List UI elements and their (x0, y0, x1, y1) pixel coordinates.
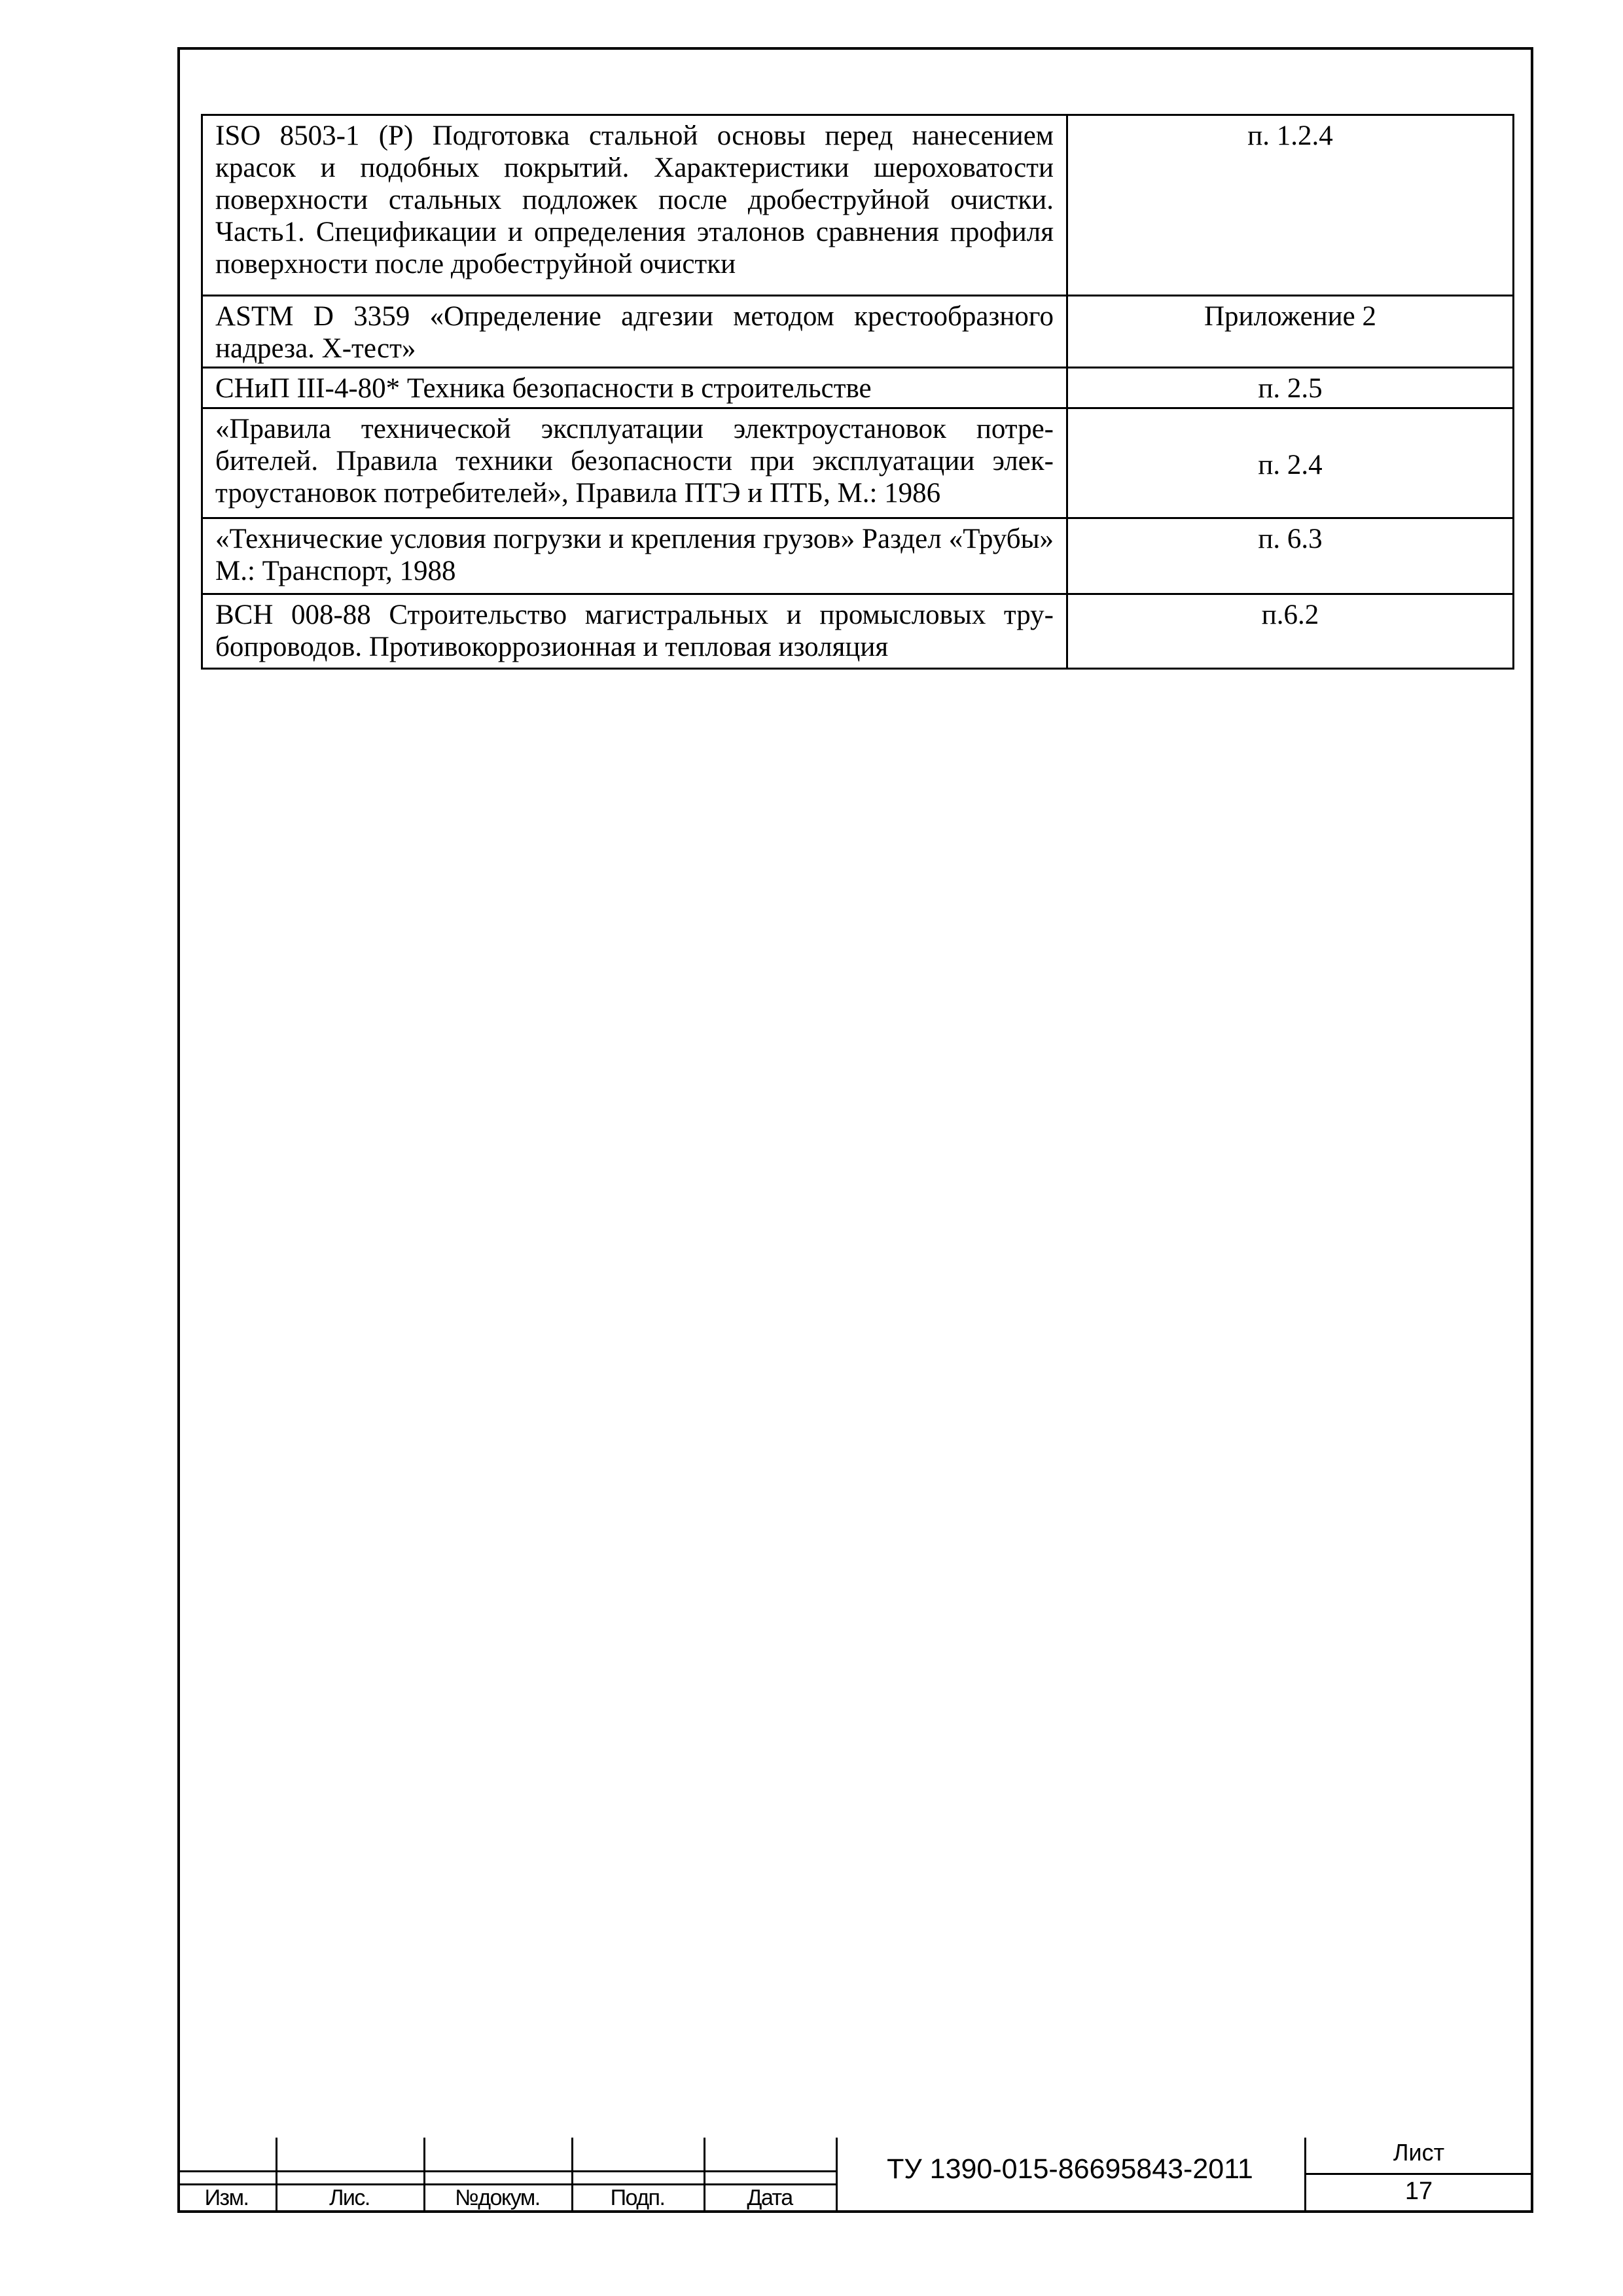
table-row (202, 594, 1514, 669)
reference-cell: п. 2.4 (1067, 408, 1514, 518)
table-row (202, 368, 1514, 408)
signature-label: Подп. (610, 2185, 665, 2210)
table-row (202, 518, 1514, 594)
document-cell: «Правила технической эксплуатации электроустановок потребителей. Правила техники безопасности при эксплуатации электроустановок потребителей», Правила ПТЭ и ПТБ, М.: 1986 (202, 408, 1067, 518)
change-label: Изм. (204, 2185, 249, 2210)
table-row (202, 115, 1514, 296)
document-code: ТУ 1390-015-86695843-2011 (887, 2153, 1253, 2185)
sheet-number: 17 (1404, 2178, 1433, 2205)
reference-cell: п. 1.2.4 (1067, 115, 1514, 296)
date-label: Дата (747, 2185, 793, 2210)
document-number-label: №докум. (455, 2185, 540, 2210)
document-cell: ВСН 008-88 Строительство магистральных и промысловых трубопроводов. Противокоррозионная и тепловая изоляция (202, 594, 1067, 669)
reference-cell: п.6.2 (1067, 594, 1514, 669)
document-cell: ASTM D 3359 «Определение адгезии методом крестообразного надреза. X-тест» (202, 296, 1067, 368)
reference-cell: п. 2.5 (1067, 368, 1514, 408)
references-table (201, 114, 1514, 670)
document-cell: СНиП III-4-80* Техника безопасности в строительстве (202, 368, 1067, 408)
title-block (177, 2138, 1533, 2213)
table-row (202, 296, 1514, 368)
reference-cell: п. 6.3 (1067, 518, 1514, 594)
table-row (202, 408, 1514, 518)
sheet-label: Лист (1393, 2139, 1445, 2166)
sheet-column-label: Лис. (329, 2185, 370, 2210)
document-cell: ISO 8503-1 (Р) Подготовка стальной основы перед нанесением красок и подобных покрытий. Характеристики шероховатости поверхности стальных подложек после дробеструйной очистки. Часть1. Спецификации и определения эталонов сравнения профиля поверхности после дробеструйной очистки (202, 115, 1067, 296)
document-cell: «Технические условия погрузки и крепления грузов» Раздел «Трубы» М.: Транспорт, 1988 (202, 518, 1067, 594)
stamp-rule (1304, 2173, 1533, 2175)
reference-cell: Приложение 2 (1067, 296, 1514, 368)
